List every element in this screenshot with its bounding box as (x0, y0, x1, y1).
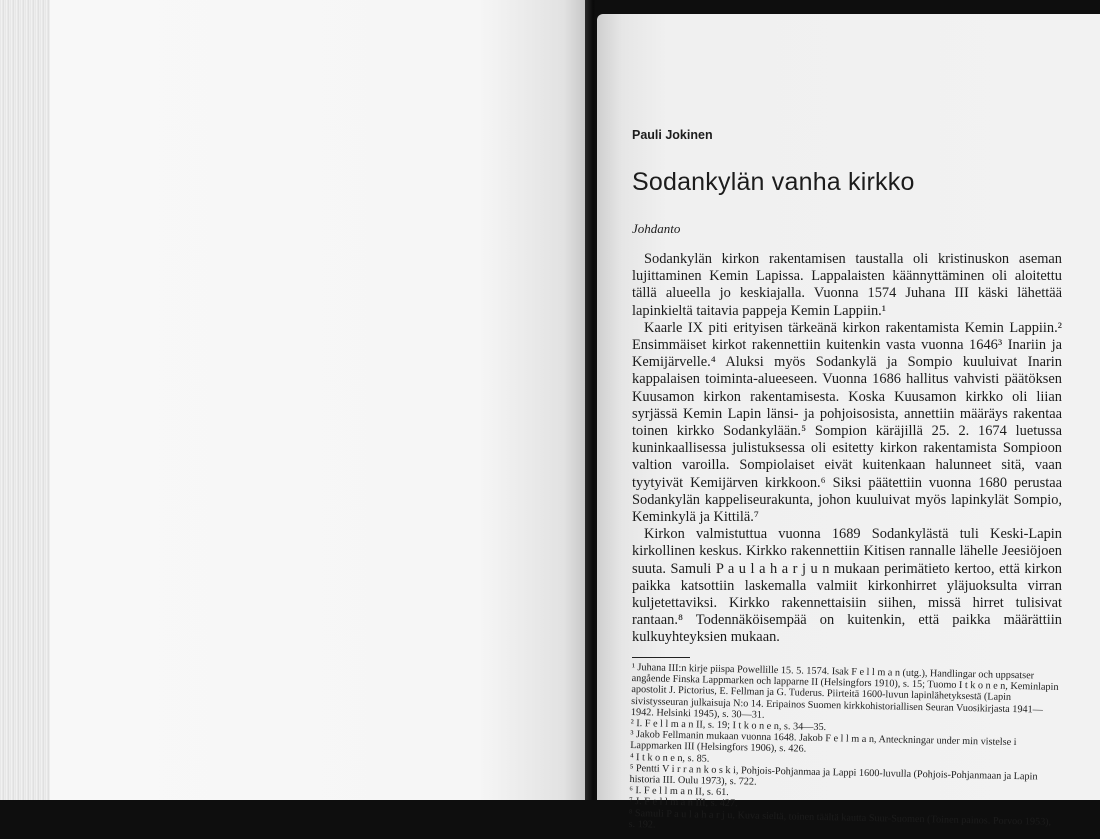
page-edges (0, 0, 50, 800)
section-heading: Johdanto (632, 221, 681, 236)
left-page-blank (50, 0, 585, 800)
footnote-rule (632, 657, 690, 658)
footnote: ⁷ J. F e l l m a n III, s. 427. (628, 796, 738, 810)
footnote: ⁵ Pentti V i r r a n k o s k i, Pohjois-Pohjanmaa ja Lappi 1600-luvulla (Pohjois-Pohjanmaan ja Lapin historia III. Oulu 1973), s. 722. (629, 762, 1038, 788)
article-title: Sodankylän vanha kirkko (632, 168, 915, 196)
paragraph: Kaarle IX piti erityisen tärkeänä kirkon rakentamista Kemin Lappiin.² Ensimmäiset kirkot rakennettiin kuitenkin vasta vuonna 1646³ Inariin ja Kemijärvelle.⁴ Aluksi myös Sodankylä ja Sompio kuuluivat Inarin kappalaisen toiminta-alueeseen. Vuonna 1686 hallitus vahvisti päätöksen Kuusamon kirkon rakentamisesta. Koska Kuusamon kirkko oli liian syrjässä Kemin Lapin länsi- ja pohjoisosista, annettiin määräys rakentaa toinen kirkko Sodankylään.⁵ Sompion käräjillä 25. 2. 1674 luetussa kuninkaallisessa julistuksessa oli esitetty kirkon rakentamista Sompioon valtion varoilla. Sompiolaiset eivät kuitenkaan halunneet sitä, vaan tyytyivät Kemijärven kirkkoon.⁶ Siksi päätettiin vuonna 1680 perustaa Sodankylän kappeliseurakunta, johon kuuluivat myös lapinkylät Sompio, Keminkylä ja Kittilä.⁷ (632, 319, 1062, 526)
footnote: ³ Jakob Fellmanin mukaan vuonna 1648. Jakob F e l l m a n, Anteckningar under min vistelse i Lappmarken III (Helsingfors 1906), s. 426. (630, 728, 1017, 755)
author-name: Pauli Jokinen (632, 128, 713, 142)
paragraph: Kirkon valmistuttua vuonna 1689 Sodankylästä tuli Keski-Lapin kirkollinen keskus. Kirkko rakennettiin Kitisen rannalle lähelle Jeesiöjoen suuta. Samuli P a u l a h a r j u n mukaan perimätieto kertoo, että kirkon paikka katsottiin laskemalla valmiit kirkonhirret yläjuoksulta virran kuljetettaviksi. Kirkko rakennettaisiin siihen, missä hirret tulisivat rantaan.⁸ Todennäköisempää on kuitenkin, että paikka määrättiin kulkuyhteyksien mukaan. (632, 526, 1062, 646)
footnote: ² I. F e l l m a n II, s. 19; I t k o n e n, s. 34—35. (630, 717, 827, 733)
footnote: ⁸ Samuli P a u l a h a r j u, Kuva sieltä, toinen täältä kautta Suur-Suomen (Toinen painos. Porvoo 1953), s. 192. (628, 807, 1052, 831)
footnote: ¹ Juhana III:n kirje piispa Powellille 15. 5. 1574. Isak F e l l m a n (utg.), Handlingar och uppsatser angående Finska Lappmarken och lapparne II (Helsingfors 1910), s. 15; Tuomo I t k o n e n, Keminlapin apostolit J. Pictorius, E. Fellman ja G. Tuderus. Piirteitä 1600-luvun lapinlähetyksestä (Lapin sivistysseuran julkaisuja N:o 14. Eripainos Suomen kirkkohistoriallisen Seuran Vuosikirjasta 1941—1942. Helsinki 1945), s. 30—31. (630, 661, 1059, 721)
footnotes (628, 662, 1061, 839)
body-text (632, 251, 1062, 647)
footnote: ⁶ I. F e l l m a n II, s. 61. (629, 784, 729, 798)
footnote: ⁴ I t k o n e n, s. 85. (629, 751, 710, 764)
paragraph: Sodankylän kirkon rakentamisen taustalla oli kristinuskon aseman lujittaminen Kemin Lapissa. Lappalaisten käännyttäminen oli aloitettu tällä alueella jo keskiajalla. Vuonna 1574 Juhana III käski lähettää lapinkieltä taitavia pappeja Kemin Lappiin.¹ (632, 251, 1062, 319)
article-content (628, 128, 1062, 831)
